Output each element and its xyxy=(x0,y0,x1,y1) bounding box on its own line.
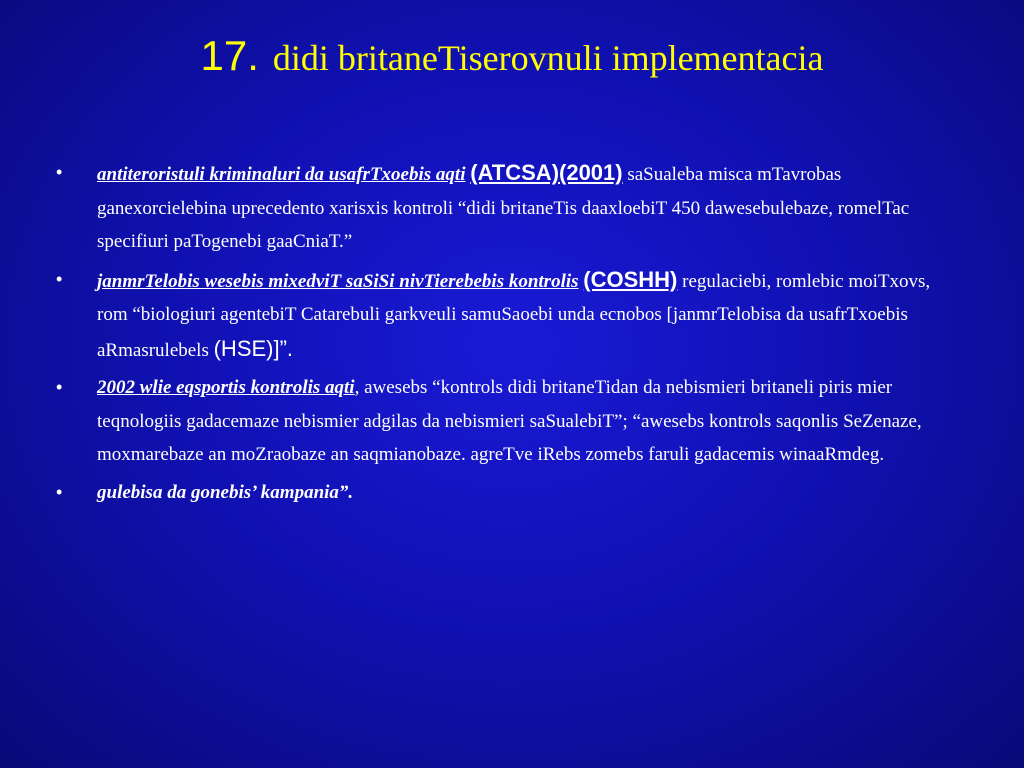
abbr-coshh: (COSHH) xyxy=(583,266,678,292)
campaign-text: gulebisa da gonebis’ kampania”. xyxy=(97,481,354,503)
abbr-atcsa: (ATCSA)(2001) xyxy=(470,160,623,185)
list-item-campaign xyxy=(56,476,956,510)
act-name-coshh: janmrTelobis wesebis mixedviT saSiSi nivTierebebis kontrolis xyxy=(97,270,579,292)
slide-title xyxy=(0,32,1024,80)
list-item-export-control xyxy=(56,371,956,472)
abbr-hse: (HSE)]”. xyxy=(213,335,294,361)
body-text-coshh: regulaciebi, romlebic moiTxovs, rom “biologiuri agentebiT Catarebuli garkveuli samuSaoebi unda ecnobos [janmrTelobisa da usafrTxoebis aRmasrulebels xyxy=(97,270,931,361)
bullet-icon: • xyxy=(56,377,63,397)
slide-number: 17. xyxy=(200,32,259,79)
slide-title-text: didi britaneTiserovnuli implementacia xyxy=(272,38,824,78)
act-name-export-control: 2002 wlie eqsportis kontrolis aqti xyxy=(97,377,355,398)
bullet-list xyxy=(56,156,956,513)
body-text-atcsa: saSualeba misca mTavrobas ganexorcielebina uprecedento xarisxis kontroli “didi britaneTis daaxloebiT 450 dawesebulebaze, romelTac specifiuri paTogenebi gaaCniaT.” xyxy=(97,164,910,252)
list-item-atcsa xyxy=(56,156,956,259)
bullet-icon: • xyxy=(56,268,63,289)
bullet-icon: • xyxy=(56,162,63,182)
list-item-coshh xyxy=(56,263,956,368)
act-name-atcsa: antiteroristuli kriminaluri da usafrTxoebis aqti xyxy=(97,164,466,185)
body-text-export-control: , awesebs “kontrols didi britaneTidan da nebismieri britaneli piris mier teqnologiis gadacemaze nebismier adgilas da nebismieri saSualebiT”; “awesebs kontrols saqonlis SeZenaze, moxmarebaze an moZraobaze an saqmianobaze. agreTve iRebs zomebs faruli gadacemis winaaRmdeg. xyxy=(97,377,922,465)
bullet-icon: • xyxy=(56,481,63,502)
